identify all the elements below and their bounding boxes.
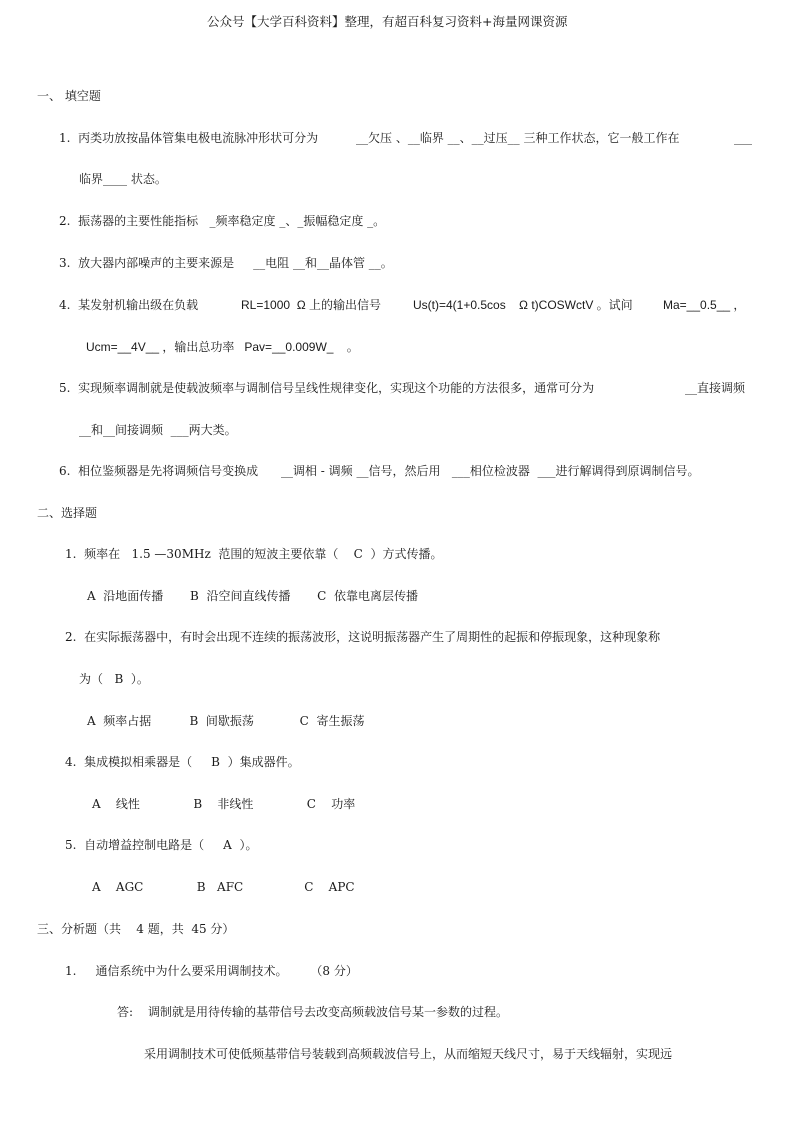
s1-q5-line1-b: __直接调频 xyxy=(685,381,746,395)
s1-q4-line1-b: RL=1000 Ω 上的输出信号 xyxy=(241,298,382,312)
s1-q4-line1-d: Ma=__0.5__ ， xyxy=(663,298,746,312)
s2-q5: 5. 自动增益控制电路是（ A ）。 xyxy=(65,838,258,852)
s1-q6: 6. 相位鉴频器是先将调频信号变换成 __调相 - 调频 __信号，然后用 ___相位检波器 ___进行解调得到原调制信号。 xyxy=(59,464,700,478)
s2-q2-line2: 为（ B ）。 xyxy=(79,672,149,686)
s1-q1-line1-a: 1. 丙类功放按晶体管集电极电流脉冲形状可分为 xyxy=(59,131,319,145)
s1-q5-line1-a: 5. 实现频率调制就是使载波频率与调制信号呈线性规律变化，实现这个功能的方法很多，通常可分为 xyxy=(59,381,595,395)
s1-q4-line1-c: Us(t)=4(1+0.5cos Ω t)COSWctV 。试问 xyxy=(413,298,633,312)
s1-q2: 2. 振荡器的主要性能指标 _频率稳定度 _、_振幅稳定度 _。 xyxy=(59,214,386,228)
s1-q1-line2: 临界____ 状态。 xyxy=(79,172,167,186)
s2-q2-line1: 2. 在实际振荡器中，有时会出现不连续的振荡波形，这说明振荡器产生了周期性的起振和停振现象，这种现象称 xyxy=(65,630,661,644)
s3-answer-line1: 调制就是用待传输的基带信号去改变高频载波信号某一参数的过程。 xyxy=(148,1005,509,1019)
s2-q4: 4. 集成模拟相乘器是（ B ）集成器件。 xyxy=(65,755,300,769)
s3-q1: 1. 通信系统中为什么要采用调制技术。 （8 分） xyxy=(65,964,358,978)
s1-q4-line2: Ucm=__4V__ ，输出总功率 Pav=__0.009W_ 。 xyxy=(86,340,359,354)
s2-q5-options: A AGC B AFC C APC xyxy=(92,880,355,894)
s1-q4-line1-a: 4. 某发射机输出级在负载 xyxy=(59,298,199,312)
s2-q2-options: A 频率占据 B 间歇振荡 C 寄生振荡 xyxy=(87,714,365,728)
section1-title: 一、 填空题 xyxy=(37,89,101,103)
s3-answer-line2: 采用调制技术可使低频基带信号装载到高频载波信号上，从而缩短天线尺寸，易于天线辐射，实现远 xyxy=(144,1047,673,1061)
s1-q3: 3. 放大器内部噪声的主要来源是 __电阻 __和__晶体管 __。 xyxy=(59,256,393,270)
section2-title: 二、选择题 xyxy=(37,506,98,520)
section3-title: 三、分析题（共 4 题，共 45 分） xyxy=(37,922,235,936)
s2-q1: 1. 频率在 1.5 —30MHz 范围的短波主要依靠（ C ）方式传播。 xyxy=(65,547,443,561)
s1-q1-line1-b: __欠压 、__临界 __、__过压__ 三种工作状态，它一般工作在 xyxy=(356,131,680,145)
s1-q5-line2: __和__间接调频 ___两大类。 xyxy=(79,423,237,437)
s2-q4-options: A 线性 B 非线性 C 功率 xyxy=(92,797,356,811)
page-header: 公众号【大学百科资料】整理，有超百科复习资料+海量网课资源 xyxy=(207,14,568,29)
s3-answer-label: 答: xyxy=(117,1005,134,1019)
s2-q1-options: A 沿地面传播 B 沿空间直线传播 C 依靠电离层传播 xyxy=(87,589,418,603)
s1-q1-line1-c: ___ xyxy=(734,131,752,145)
